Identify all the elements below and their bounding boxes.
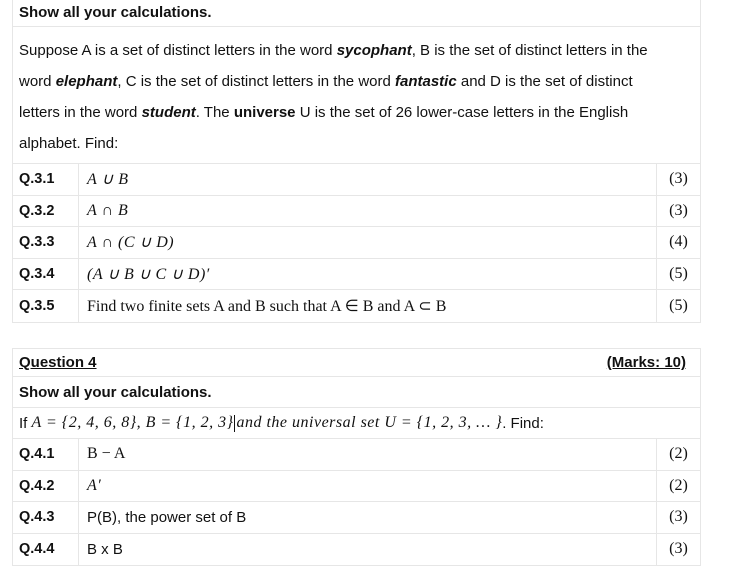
question-row [13,502,700,534]
question-row [13,534,700,566]
section-3-block [12,0,701,323]
question-row [13,471,700,503]
statement-line-3: letters in the word student. The universe U is the set of 26 lower-case letters in the English [19,104,629,121]
question-text: A′ [87,476,102,494]
question-row [13,164,700,196]
question-text: Find two finite sets A and B such that A ∈ B and A ⊂ B [87,297,447,315]
word-universe: universe [233,104,296,121]
question-marks: (4) [656,227,700,258]
question-text: A ∪ B [87,171,129,189]
instruction-row [13,377,700,408]
instruction-row [13,0,700,27]
statement-line-1: Suppose A is a set of distinct letters in the word sycophant, B is the set of distinct letters in the [19,42,648,59]
statement-universe: and the universal set U = {1, 2, 3, … } [236,414,503,431]
question-marks: (3) [656,196,700,227]
question-number: Q.3.3 [13,227,79,258]
text-cursor [234,415,235,432]
question-number: Q.4.1 [13,439,79,470]
question-text: B − A [87,445,126,463]
question-marks: (3) [656,534,700,566]
question-4-total-marks: (Marks: 10) [606,354,686,371]
word-sycophant: sycophant [336,42,412,59]
question-number: Q.3.1 [13,164,79,195]
question-number: Q.4.4 [13,534,79,566]
statement-suffix: . Find: [502,414,544,432]
question-4-title: Question 4 [19,354,97,371]
statement-line-2: word elephant, C is the set of distinct letters in the word fantastic and D is the set of distinct [19,73,633,90]
problem-statement [13,27,700,164]
question-number: Q.3.4 [13,259,79,290]
question-row [13,259,700,291]
question-marks: (3) [656,164,700,195]
question-text: B x B [87,540,123,558]
question-marks: (5) [656,259,700,290]
question-number: Q.4.2 [13,471,79,502]
question-text: A ∩ (C ∪ D) [87,234,175,252]
question-4-header [13,349,700,377]
question-row [13,196,700,228]
statement-line-4: alphabet. Find: [19,135,119,152]
question-marks: (2) [656,439,700,470]
question-marks: (5) [656,290,700,322]
question-text: P(B), the power set of B [87,508,247,526]
question-number: Q.3.2 [13,196,79,227]
question-number: Q.3.5 [13,290,79,322]
word-student: student [141,104,196,121]
instruction-text: Show all your calculations. [19,383,212,401]
section-4-block [12,348,701,566]
word-fantastic: fantastic [395,73,457,90]
question-number: Q.4.3 [13,502,79,533]
question-marks: (3) [656,502,700,533]
question-marks: (2) [656,471,700,502]
statement-sets: A = {2, 4, 6, 8}, B = {1, 2, 3} [31,414,234,431]
statement-prefix: If [19,414,28,432]
word-elephant: elephant [55,73,118,90]
question-text: A ∩ B [87,201,129,219]
question-row [13,227,700,259]
question-text: (A ∪ B ∪ C ∪ D)′ [87,265,210,283]
problem-statement [13,408,700,439]
question-row [13,439,700,471]
question-row [13,290,700,322]
instruction-text: Show all your calculations. [19,4,212,21]
